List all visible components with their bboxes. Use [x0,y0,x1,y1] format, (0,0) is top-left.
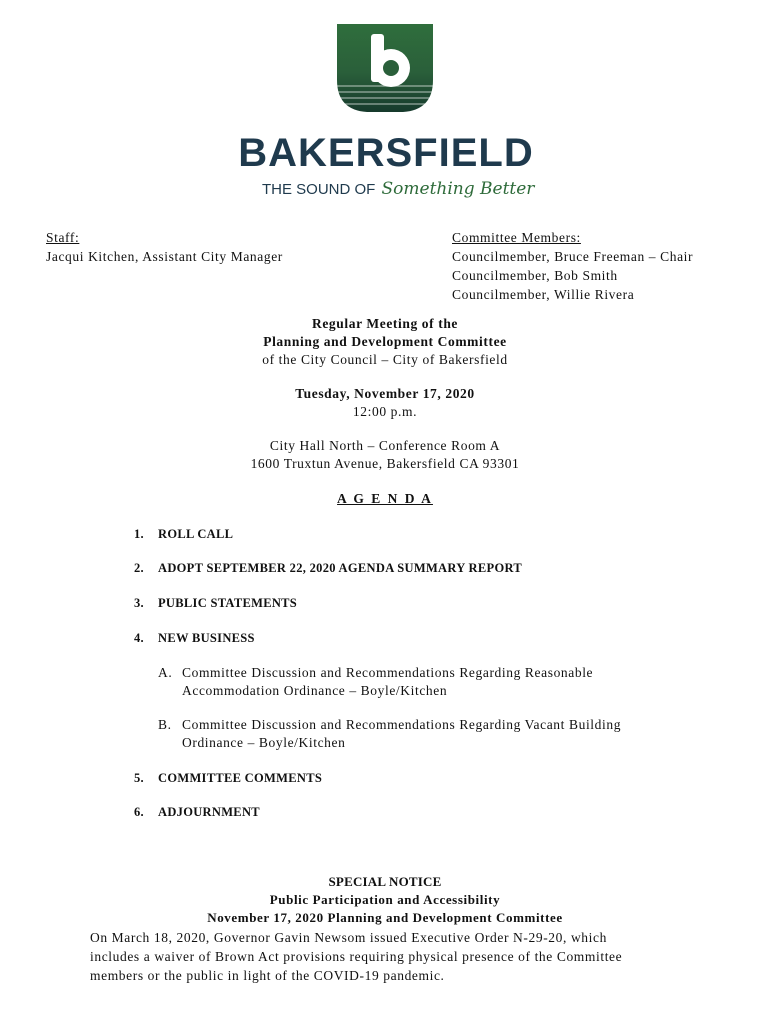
sub-item-line-1: Committee Discussion and Recommendations Regarding Reasonable [182,665,594,680]
agenda-item-number: 4. [134,631,144,645]
tagline-script: Something Better [381,179,535,199]
sub-item-letter: A. [158,665,173,680]
agenda-heading: A G E N D A [337,491,433,506]
meeting-date: Tuesday, November 17, 2020 [295,386,475,401]
meeting-location [0,437,770,473]
agenda-item-label: NEW BUSINESS [158,631,255,645]
agenda-item-label: ADJOURNMENT [158,805,260,819]
staff-heading: Staff: [46,230,80,245]
location-line-1: City Hall North – Conference Room A [269,438,501,453]
committee-block [452,228,693,304]
staff-block [46,228,283,266]
committee-heading: Committee Members: [452,230,581,245]
agenda-item-label: ROLL CALL [158,527,234,541]
committee-member: Councilmember, Willie Rivera [452,287,635,302]
new-business-item [158,716,621,752]
notice-body [90,928,690,985]
agenda-item [134,527,233,542]
agenda-item-number: 6. [134,805,144,819]
new-business-item [158,664,593,700]
agenda-item-number: 5. [134,771,144,785]
logo-wordmark: BAKERSFIELD [238,131,534,175]
sub-item-letter: B. [158,717,172,732]
agenda-item-number: 1. [134,527,144,541]
agenda-item-label: ADOPT SEPTEMBER 22, 2020 AGENDA SUMMARY REPORT [158,561,522,575]
agenda-item-label: COMMITTEE COMMENTS [158,771,323,785]
meeting-time: 12:00 p.m. [352,404,418,419]
sub-item-line-1: Committee Discussion and Recommendations Regarding Vacant Building [182,717,622,732]
meeting-line-1: Regular Meeting of the [311,316,459,331]
tagline-prefix: THE SOUND OF [262,181,376,198]
notice-title: SPECIAL NOTICE [328,874,442,889]
notice-body-line: On March 18, 2020, Governor Gavin Newsom issued Executive Order N-29-20, which [90,930,607,945]
staff-name: Jacqui Kitchen, Assistant City Manager [46,249,283,264]
agenda-item-label: PUBLIC STATEMENTS [158,596,298,610]
agenda-item-number: 2. [134,561,144,575]
sub-item-line-2: Accommodation Ordinance – Boyle/Kitchen [182,683,448,698]
bakersfield-logo-icon [333,22,437,114]
logo-tagline [262,178,535,201]
committee-member: Councilmember, Bob Smith [452,268,618,283]
meeting-line-2: Planning and Development Committee [263,334,507,349]
agenda-item [134,596,297,611]
committee-member: Councilmember, Bruce Freeman – Chair [452,249,694,264]
agenda-item [134,631,255,646]
notice-subtitle: Public Participation and Accessibility [269,892,501,907]
location-line-2: 1600 Truxtun Avenue, Bakersfield CA 93301 [250,456,520,471]
sub-item-line-2: Ordinance – Boyle/Kitchen [182,735,346,750]
notice-body-line: includes a waiver of Brown Act provisions requiring physical presence of the Committee [90,949,623,964]
meeting-datetime [0,385,770,421]
notice-subtitle-2: November 17, 2020 Planning and Development Committee [207,910,563,925]
meeting-title [0,315,770,369]
agenda-item [134,771,322,786]
agenda-item [134,805,260,820]
agenda-item-number: 3. [134,596,144,610]
meeting-line-3: of the City Council – City of Bakersfield [262,352,508,367]
agenda-item [134,561,522,576]
notice-body-line: members or the public in light of the COVID-19 pandemic. [90,968,445,983]
special-notice-heading [0,873,770,927]
